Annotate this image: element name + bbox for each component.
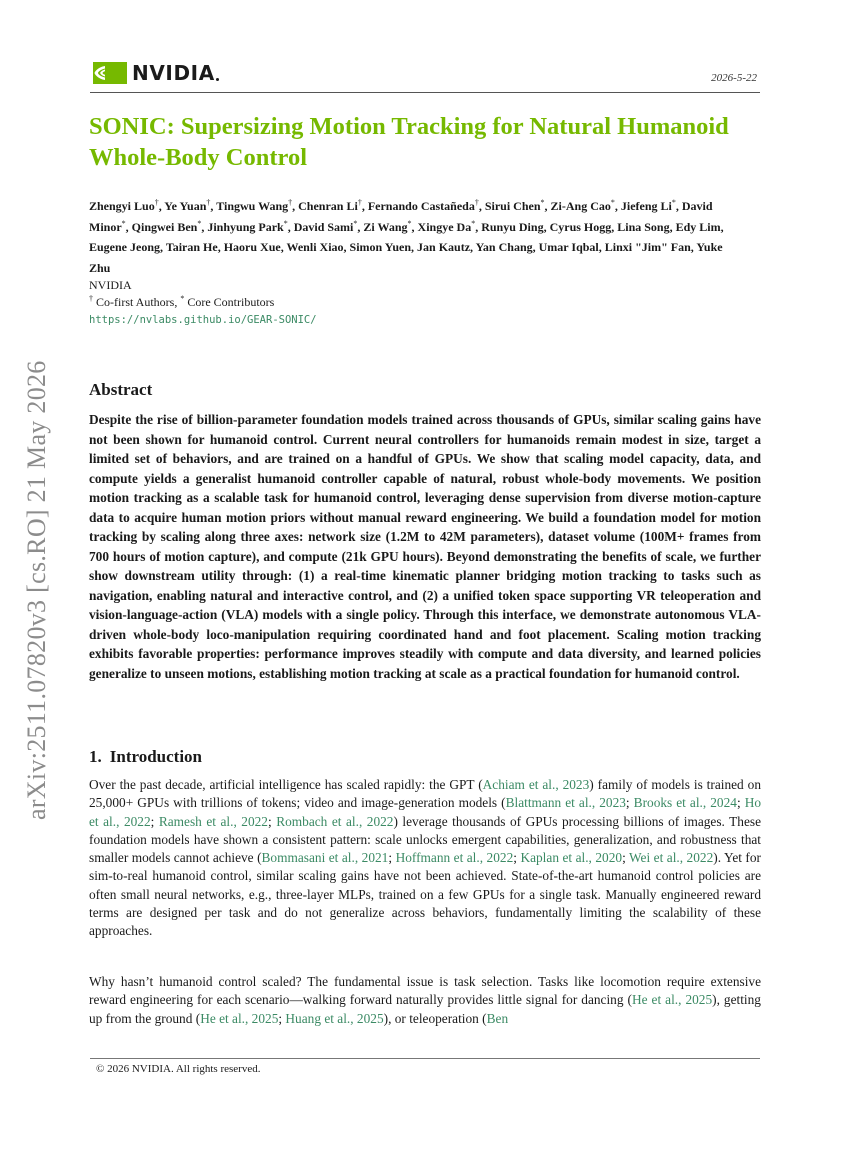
- abstract-text: Despite the rise of billion-parameter foundation models trained across thousands of GPUs, similar scaling gains have not been shown for humanoid control. Current neural controllers for humanoids remain modest in size, target a limited set of behaviors, and are trained on a handful of GPUs. We show that scaling model capacity, data, and compute yields a generalist humanoid controller capable of natural, robust whole-body movements. We position motion tracking as a scalable task for humanoid control, leveraging dense supervision from diverse motion-capture data to acquire human motion priors without manual reward engineering. We build a foundation model for motion tracking by scaling along three axes: network size (1.2M to 42M parameters), dataset volume (100M+ frames from 700 hours of motion capture), and compute (21k GPU hours). Beyond demonstrating the benefits of scale, we further show downstream utility through: (1) a real-time kinematic planner bridging motion tracking to tasks such as navigation, enabling natural and interactive control, and (2) a unified token space supporting VR teleoperation and vision-language-action (VLA) models with a single policy. Through this interface, we demonstrate autonomous VLA-driven whole-body loco-manipulation requiring coordinated hand and foot placement. Scaling motion tracking exhibits favorable properties: performance improves steadily with compute and data diversity, and learned policies generalize to unseen motions, establishing motion tracking at scale as a practical foundation for humanoid control.: [89, 412, 761, 681]
- nvidia-logo: [93, 61, 219, 85]
- author-mark: †: [288, 198, 293, 207]
- core-mark: *: [180, 294, 185, 303]
- co-first-label: Co-first Authors,: [93, 295, 181, 309]
- section-number: 1.: [89, 747, 102, 766]
- body-text: ) family of models is trained on 25,000+ GPUs with trillions of tokens; video and image-generation models (: [89, 777, 761, 811]
- body-text: ;: [625, 795, 634, 811]
- author-name: Tingwu Wang: [216, 199, 289, 213]
- author-mark: *: [540, 198, 545, 207]
- citation-link[interactable]: Ben: [486, 1010, 509, 1026]
- author-mark: †: [206, 198, 211, 207]
- citation-link[interactable]: Huang et al., 2025: [285, 1010, 384, 1026]
- citation-link[interactable]: Ramesh et al., 2022: [158, 813, 268, 829]
- nvidia-wordmark: NVIDIA: [132, 61, 215, 85]
- author-name: Jan Kautz: [417, 240, 471, 254]
- author-name: Eugene Jeong: [89, 240, 161, 254]
- author-name: Ye Yuan: [164, 199, 207, 213]
- author-mark: *: [671, 198, 676, 207]
- author-name: Lina Song: [617, 219, 670, 234]
- intro-paragraph-1: [89, 776, 761, 940]
- author-mark: †: [357, 198, 362, 207]
- body-text: ). Yet for sim-to-real humanoid control, similar scaling gains have not been achieved. State-of-the-art humanoid control policies are often small neural networks, e.g., three-layer MLPs, trained on a few GPUs for a single task. Manually engineered reward terms are designed per task and do not generalize across behaviors, fundamentally limiting the scalability of these approaches.: [89, 850, 761, 938]
- author-name: Simon Yuen: [349, 240, 412, 254]
- author-name: Jiefeng Li: [620, 199, 672, 213]
- author-mark: †: [154, 198, 159, 207]
- project-url-link[interactable]: https://nvlabs.github.io/GEAR-SONIC/: [89, 314, 317, 326]
- author-name: Tairan He: [165, 240, 218, 254]
- citation-link[interactable]: Bommasani et al., 2021: [261, 850, 389, 865]
- citation-link[interactable]: Hoffmann et al., 2022: [395, 850, 514, 865]
- body-text: ;: [513, 850, 521, 865]
- body-text: ;: [278, 1010, 286, 1026]
- citation-link[interactable]: He et al., 2025: [200, 1010, 279, 1026]
- paper-title: SONIC: Supersizing Motion Tracking for Natural Humanoid Whole-Body Control: [89, 113, 729, 171]
- body-text: Over the past decade, artificial intelligence has scaled rapidly: the GPT (: [89, 777, 483, 792]
- body-text: ;: [150, 813, 159, 829]
- affiliation: NVIDIA: [89, 278, 132, 292]
- body-text: ;: [622, 850, 630, 865]
- author-mark: *: [471, 218, 476, 228]
- author-mark: †: [474, 198, 479, 207]
- author-name: Zhengyi Luo: [89, 199, 155, 213]
- citation-link[interactable]: Achiam et al., 2023: [482, 777, 590, 792]
- author-name: Fernando Castañeda: [367, 199, 475, 213]
- author-name: Zi-Ang Cao: [550, 199, 611, 213]
- footer-divider: [90, 1058, 760, 1059]
- citation-link[interactable]: Kaplan et al., 2020: [520, 850, 623, 865]
- citation-link[interactable]: Blattmann et al., 2023: [505, 795, 626, 811]
- author-name: Yuke Zhu: [89, 240, 723, 275]
- page-header: [90, 58, 760, 93]
- footer-copyright: © 2026 NVIDIA. All rights reserved.: [96, 1063, 261, 1075]
- nvidia-eye-icon: [93, 62, 127, 84]
- body-text: ), getting up from the ground (: [89, 992, 761, 1026]
- author-name: Edy Lim: [675, 219, 721, 234]
- body-text: ;: [736, 795, 745, 811]
- citation-link[interactable]: Wei et al., 2022: [629, 850, 714, 865]
- author-name: Cyrus Hogg: [549, 219, 612, 234]
- author-name: Umar Iqbal: [538, 240, 599, 254]
- author-name: Haoru Xue: [223, 240, 281, 254]
- author-mark: *: [283, 218, 288, 228]
- body-text: ), or teleoperation (: [383, 1010, 487, 1026]
- author-name: David Minor: [89, 199, 713, 234]
- author-name: Yan Chang: [475, 240, 533, 254]
- author-name: Jinhyung Park: [207, 219, 284, 234]
- section-heading-introduction: [89, 747, 202, 767]
- abstract-heading: Abstract: [89, 380, 153, 399]
- co-first-mark: †: [89, 294, 93, 303]
- author-name: Chenran Li: [298, 199, 358, 213]
- author-mark: *: [407, 218, 412, 228]
- author-mark: *: [353, 218, 358, 228]
- author-name: Zi Wang: [363, 219, 408, 234]
- body-text: ) leverage thousands of GPUs processing billions of images. These foundation models have shown a consistent pattern: scale unlocks emergent capabilities, generalization, and robustness that smaller models cannot achieve (: [89, 813, 761, 865]
- author-mark: *: [121, 218, 126, 228]
- core-label: Core Contributors: [184, 295, 275, 309]
- body-text: ;: [388, 850, 396, 865]
- citation-link[interactable]: Rombach et al., 2022: [276, 813, 394, 829]
- author-name: Wenli Xiao: [286, 240, 344, 254]
- author-name: Xingye Da: [417, 219, 472, 234]
- body-text: Why hasn’t humanoid control scaled? The fundamental issue is task selection. Tasks like locomotion require extensive reward engineering for each scenario—walking forward naturally provides little signal for dancing (: [89, 974, 761, 1008]
- author-name: Runyu Ding: [481, 219, 544, 234]
- intro-paragraph-2: [89, 973, 761, 1028]
- author-mark: *: [197, 218, 202, 228]
- publication-date: 2026-5-22: [711, 72, 757, 84]
- author-name: Sirui Chen: [484, 199, 541, 213]
- arxiv-identifier: arXiv:2511.07820v3 [cs.RO] 21 May 2026: [22, 360, 51, 820]
- author-name: David Sami: [293, 219, 354, 234]
- author-name: Qingwei Ben: [131, 219, 198, 234]
- citation-link[interactable]: He et al., 2025: [631, 992, 713, 1008]
- body-text: ;: [267, 813, 277, 829]
- author-mark: *: [610, 198, 615, 207]
- citation-link[interactable]: Brooks et al., 2024: [633, 795, 737, 811]
- contribution-note: [89, 295, 274, 310]
- logo-trademark-dot: [216, 78, 219, 81]
- citation-link[interactable]: Ho et al., 2022: [89, 795, 762, 829]
- author-name: Linxi "Jim" Fan: [604, 240, 691, 254]
- author-list: Zhengyi Luo†, Ye Yuan†, Tingwu Wang†, Chenran Li†, Fernando Castañeda†, Sirui Chen*, Zi-Ang Cao*, Jiefeng Li*, David Minor*, Qingwei Ben*, Jinhyung Park*, David Sami*, Zi Wang*, Xingye Da*, Runyu Ding, Cyrus Hogg, Lina Song, Edy Lim, Eugene Jeong, Tairan He, Haoru Xue, Wenli Xiao, Simon Yuen, Jan Kautz, Yan Chang, Umar Iqbal, Linxi "Jim" Fan, Yuke Zhu: [89, 198, 724, 275]
- section-title: Introduction: [109, 747, 203, 766]
